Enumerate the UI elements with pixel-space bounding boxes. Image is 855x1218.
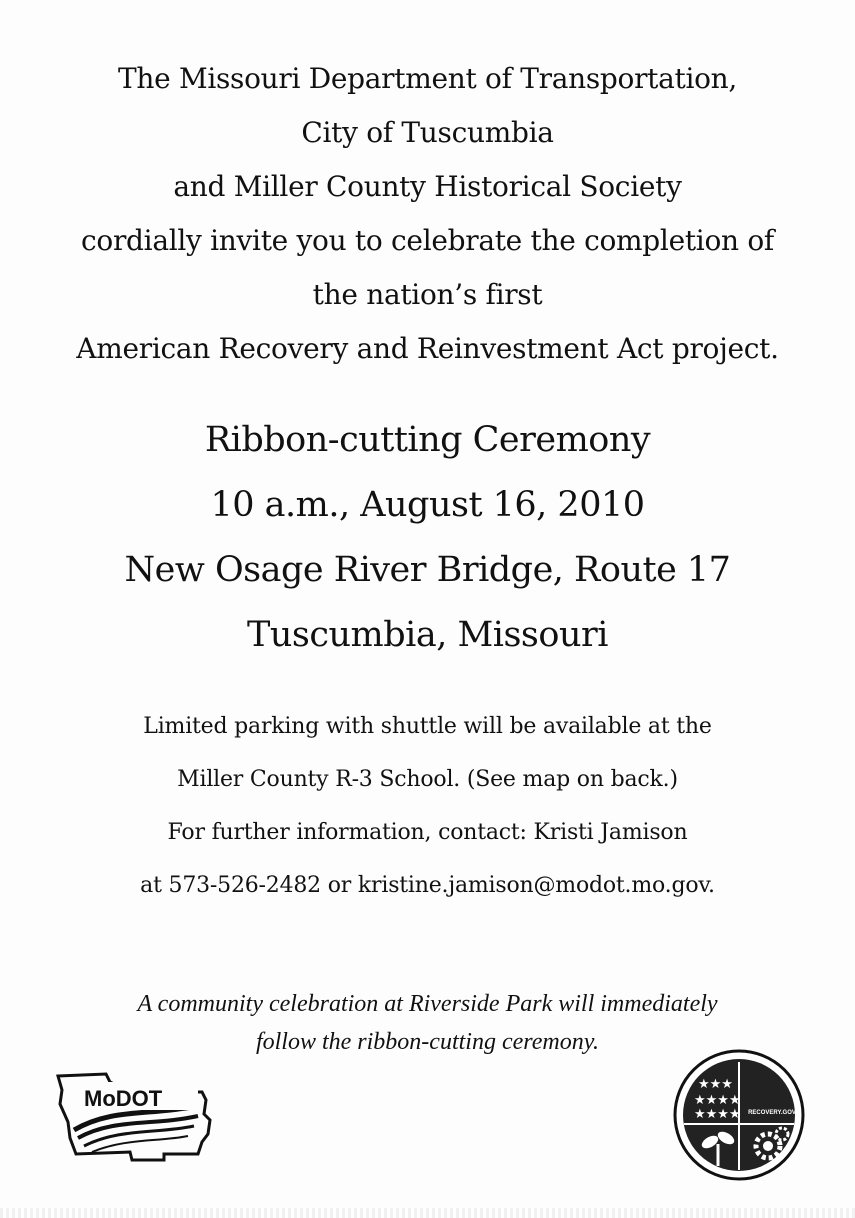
modot-logo-icon: [52, 1068, 222, 1168]
recovery-seal: [672, 1048, 806, 1182]
svg-text:★★★★: ★★★★: [694, 1093, 741, 1108]
detail-parking: Limited parking with shuttle will be available at the: [143, 714, 712, 739]
event-city: Tuscumbia, Missouri: [247, 615, 608, 655]
detail-contact: For further information, contact: Kristi Jamison: [167, 820, 688, 845]
event-title: Ribbon-cutting Ceremony: [204, 420, 651, 460]
intro-line-first: the nation’s first: [312, 278, 543, 311]
intro-line-society: and Miller County Historical Society: [173, 170, 682, 203]
modot-logo-text: MoDOT: [84, 1086, 163, 1111]
scan-edge: [0, 1208, 855, 1218]
recovery-label: RECOVERY.GOV: [748, 1110, 796, 1116]
svg-text:★★★★: ★★★★: [694, 1107, 741, 1122]
intro-line-city: City of Tuscumbia: [301, 116, 554, 149]
intro-line-invitation: cordially invite you to celebrate the completion of: [81, 224, 774, 257]
intro-line-organization: The Missouri Department of Transportation,: [117, 62, 738, 95]
svg-text:★★★: ★★★: [698, 1077, 733, 1092]
details-block: [0, 700, 855, 912]
closing-line-follow: follow the ribbon-cutting ceremony.: [255, 1029, 600, 1055]
intro-line-project: American Recovery and Reinvestment Act project.: [76, 332, 779, 365]
detail-phone-email: at 573-526-2482 or kristine.jamison@modot.mo.gov.: [140, 873, 715, 898]
recovery-label-holder: [742, 1107, 802, 1117]
detail-school: Miller County R-3 School. (See map on back.): [177, 767, 678, 792]
closing-line-celebration: A community celebration at Riverside Park will immediately: [137, 991, 718, 1017]
intro-block: [0, 52, 855, 376]
modot-logo: [52, 1068, 222, 1168]
event-block: [0, 408, 855, 668]
event-location: New Osage River Bridge, Route 17: [124, 550, 731, 590]
event-datetime: 10 a.m., August 16, 2010: [210, 485, 645, 525]
